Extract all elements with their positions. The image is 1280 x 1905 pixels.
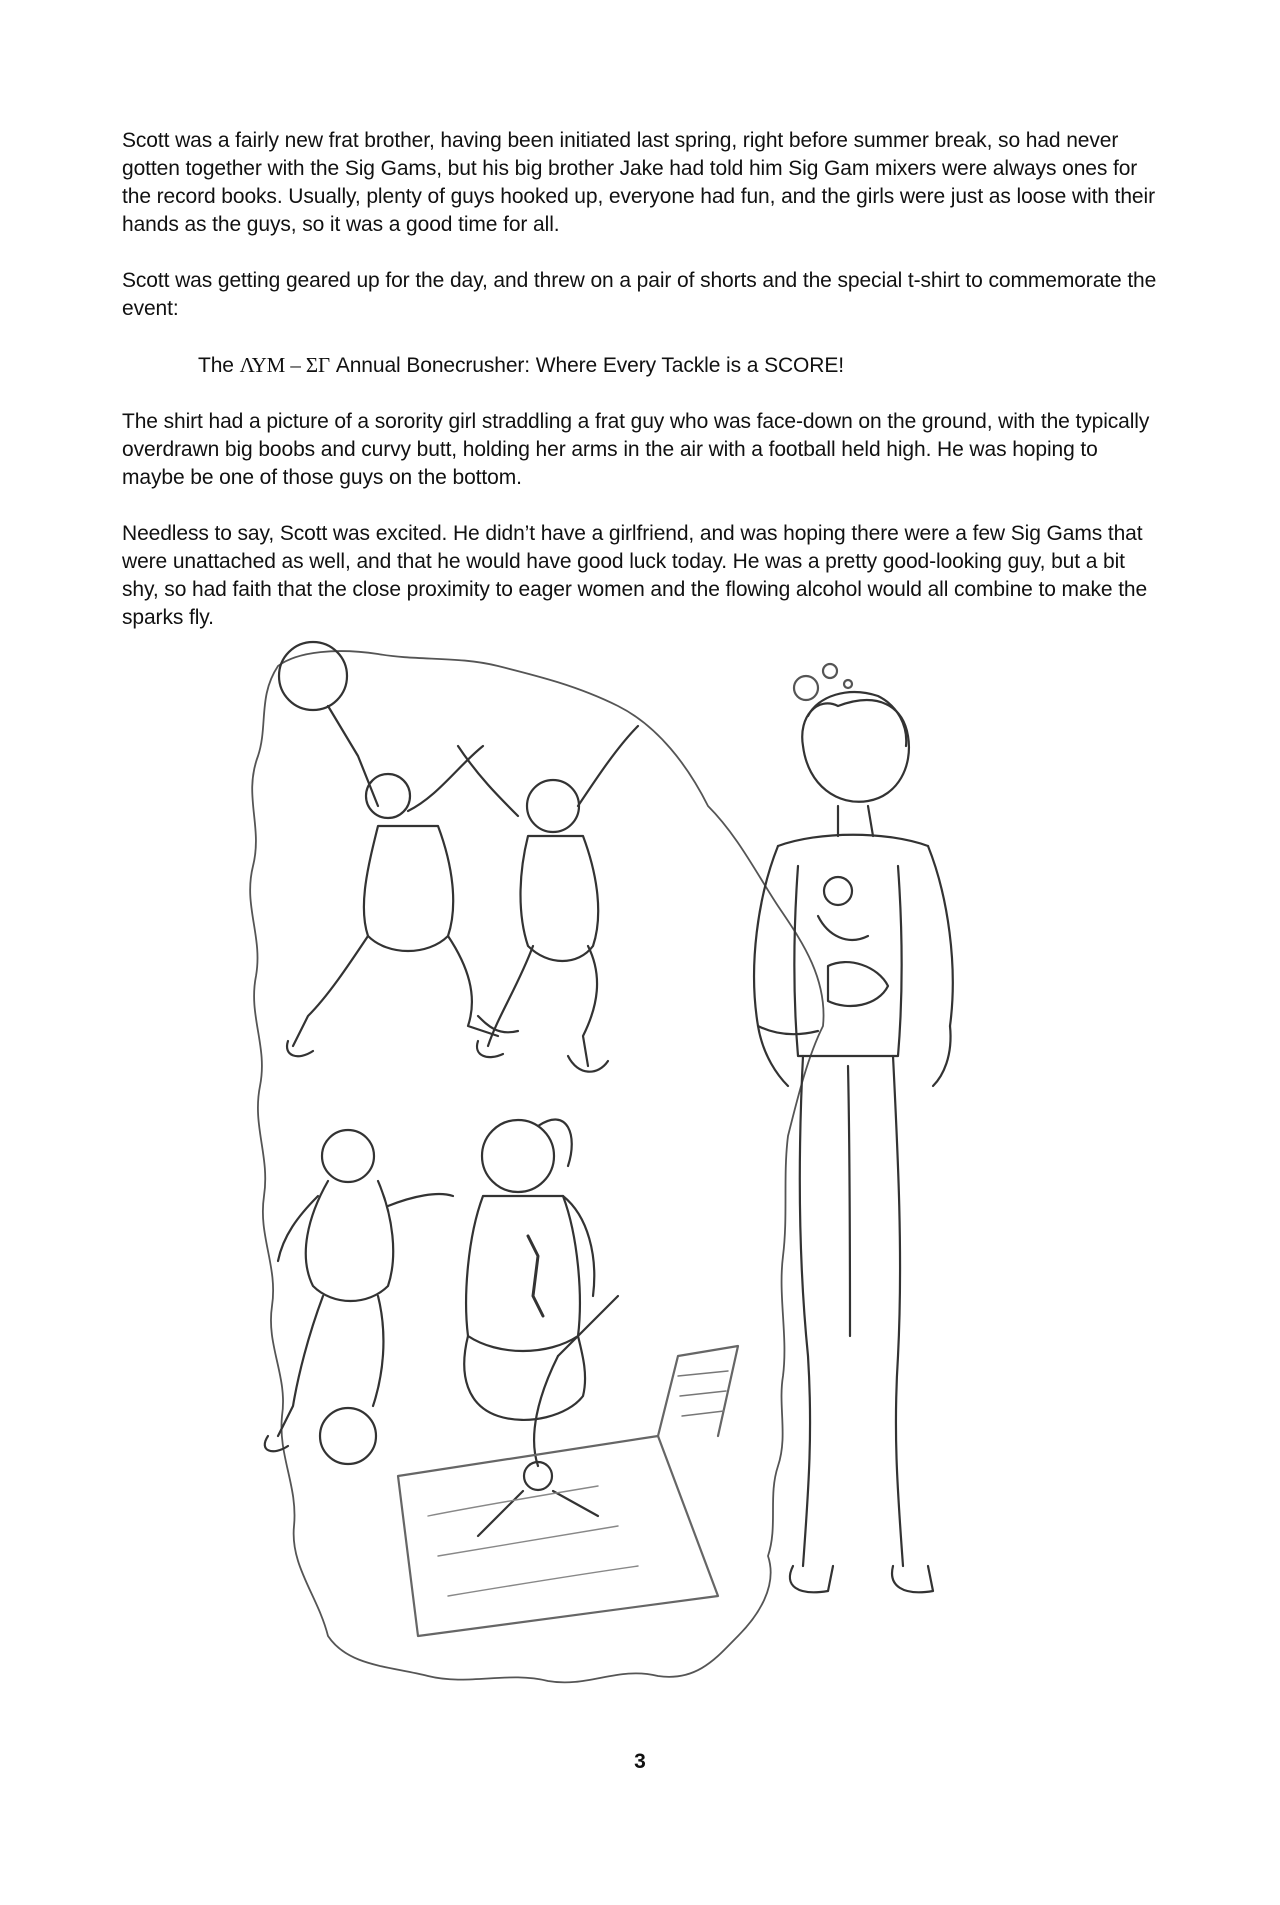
- slogan-suffix: Annual Bonecrusher: Where Every Tackle is a SCORE!: [330, 354, 844, 377]
- thought-bubble-1: [794, 676, 818, 700]
- paragraph-3: The shirt had a picture of a sorority girl straddling a frat guy who was face-down on the ground, with the typically overdrawn big boobs and curvy butt, holding her arms in the air with a football held high. He was hoping to maybe be one of those guys on the bottom.: [122, 410, 1150, 489]
- page-number: 3: [634, 1750, 646, 1773]
- scott-standing: [754, 692, 953, 1592]
- shirt-slogan: [122, 351, 1162, 380]
- slogan-prefix: The: [198, 354, 240, 377]
- paragraph-1: Scott was a fairly new frat brother, having been initiated last spring, right before summer break, so had never gotten together with the Sig Gams, but his big brother Jake had told him Sig Gam mixers were always ones for the record books. Usually, plenty of guys hooked up, everyone had fun, and the girls were just as loose with their hands as the guys, so it was a good time for all.: [122, 129, 1155, 236]
- illustration-svg: [238, 636, 1158, 1696]
- swimmer-and-pool: [398, 1296, 738, 1636]
- paragraph-2: Scott was getting geared up for the day, and threw on a pair of shorts and the special t-shirt to commemorate the event:: [122, 269, 1157, 320]
- thought-bubble-3: [844, 680, 852, 688]
- pencil-illustration: [238, 636, 1158, 1696]
- soccer-player: [265, 1130, 453, 1464]
- paragraph-4: Needless to say, Scott was excited. He didn’t have a girlfriend, and was hoping there were a few Sig Gams that were unattached as well, and that he would have good luck today. He was a pretty good-looking guy, but a bit shy, so had faith that the close proximity to eager women and the flowing alcohol would all combine to make the sparks fly.: [122, 522, 1148, 629]
- thought-cloud: [250, 651, 823, 1682]
- girl-looking-back: [464, 1120, 594, 1420]
- slogan-greek-letters: ΛΥΜ – ΣΓ: [239, 353, 331, 377]
- volleyball-player-1: [279, 642, 518, 1056]
- thought-bubble-2: [823, 664, 837, 678]
- story-text: [122, 127, 1162, 660]
- volleyball-player-2: [458, 726, 638, 1072]
